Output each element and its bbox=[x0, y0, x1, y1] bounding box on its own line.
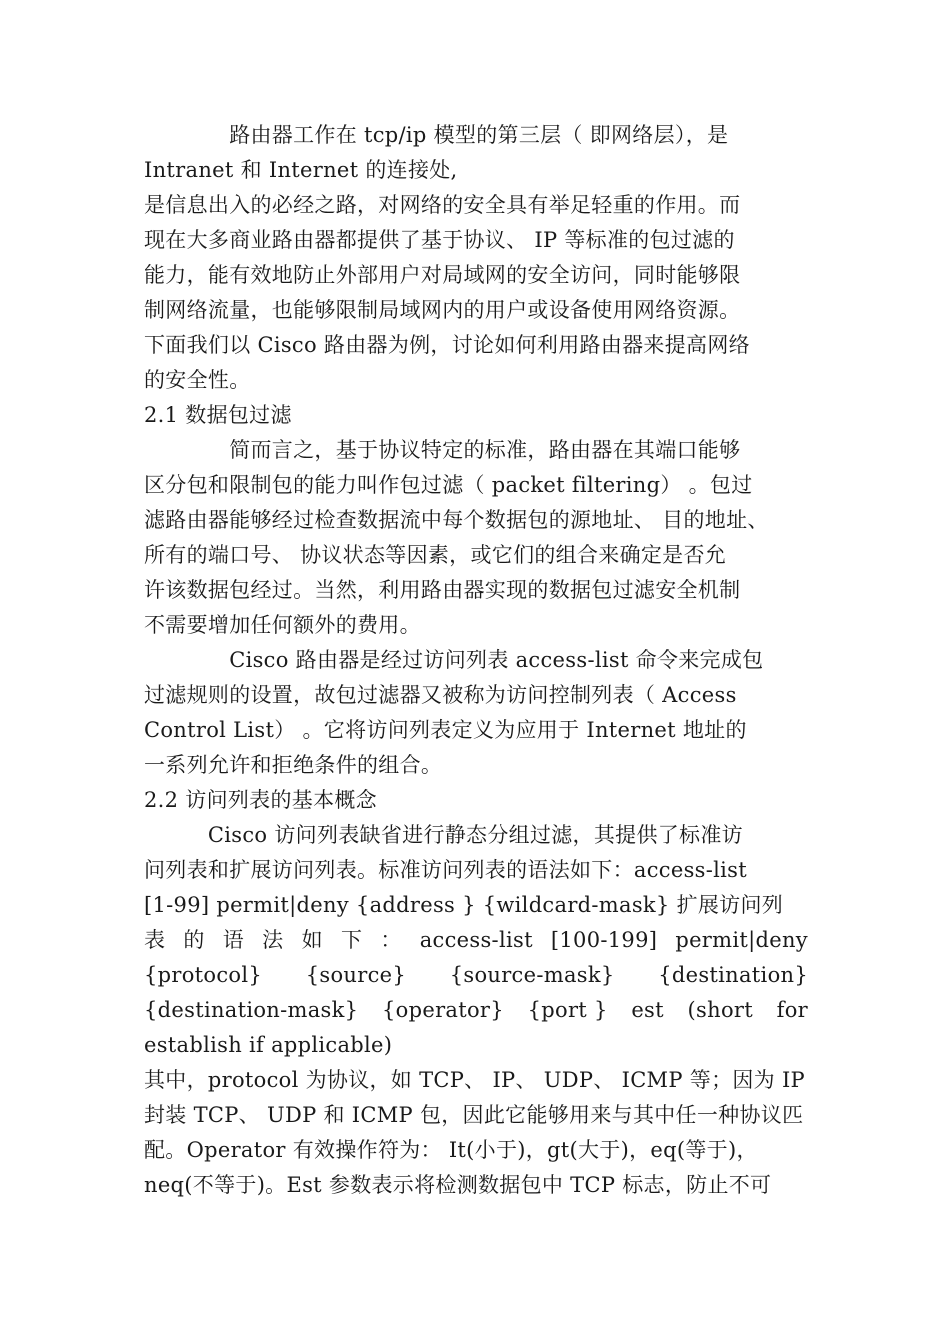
text-line: 所有的端口号、 协议状态等因素，或它们的组合来确定是否允 bbox=[144, 543, 727, 567]
justified-line bbox=[144, 923, 808, 958]
text-token: 的 bbox=[183, 928, 205, 952]
text-line: [1-99] permit|deny {address } {wildcard-mask} 扩展访问列 bbox=[144, 893, 784, 917]
text-line: 能力，能有效地防止外部用户对局域网的安全访问，同时能够限 bbox=[144, 263, 741, 287]
paragraph-intro bbox=[144, 118, 808, 398]
document-body bbox=[144, 118, 808, 1203]
text-line: 滤路由器能够经过检查数据流中每个数据包的源地址、 目的地址、 bbox=[144, 508, 769, 532]
text-line: 区分包和限制包的能力叫作包过滤（ packet filtering） 。包过 bbox=[144, 473, 753, 497]
text-line: 简而言之，基于协议特定的标准，路由器在其端口能够 bbox=[144, 438, 741, 462]
text-line: 现在大多商业路由器都提供了基于协议、 IP 等标准的包过滤的 bbox=[144, 228, 735, 252]
paragraph-packet-filtering bbox=[144, 433, 808, 643]
text-line: 制网络流量，也能够限制局域网内的用户或设备使用网络资源。 bbox=[144, 298, 741, 322]
text-line: 一系列允许和拒绝条件的组合。 bbox=[144, 753, 443, 777]
text-token: {protocol} bbox=[144, 963, 263, 987]
text-token: {source-mask} bbox=[449, 963, 615, 987]
text-line: 封装 TCP、 UDP 和 ICMP 包，因此它能够用来与其中任一种协议匹 bbox=[144, 1103, 804, 1127]
text-token: (short bbox=[687, 998, 753, 1022]
justified-line bbox=[144, 958, 808, 993]
text-token: 语 bbox=[222, 928, 245, 952]
text-token: ： bbox=[380, 928, 402, 952]
text-line: 配。Operator 有效操作符为： It(小于)，gt(大于)，eq(等于)， bbox=[144, 1138, 758, 1162]
section-heading-2-2: 2.2 访问列表的基本概念 bbox=[144, 788, 377, 812]
text-line: Intranet 和 Internet 的连接处, bbox=[144, 158, 458, 182]
justified-line bbox=[144, 993, 808, 1028]
text-line: 过滤规则的设置，故包过滤器又被称为访问控制列表（ Access bbox=[144, 683, 737, 707]
text-line: 是信息出入的必经之路，对网络的安全具有举足轻重的作用。而 bbox=[144, 193, 741, 217]
paragraph-protocol bbox=[144, 1063, 808, 1203]
text-line: Control List） 。它将访问列表定义为应用于 Internet 地址的 bbox=[144, 718, 747, 742]
text-line: 问列表和扩展访问列表。标准访问列表的语法如下：access-list bbox=[144, 858, 747, 882]
text-token: 下 bbox=[340, 928, 363, 952]
text-line: 的安全性。 bbox=[144, 368, 251, 392]
text-token: {operator} bbox=[382, 998, 504, 1022]
text-line: 下面我们以 Cisco 路由器为例，讨论如何利用路由器来提高网络 bbox=[144, 333, 750, 357]
text-line: 不需要增加任何额外的费用。 bbox=[144, 613, 421, 637]
text-line: 其中，protocol 为协议，如 TCP、 IP、 UDP、 ICMP 等；因为 IP bbox=[144, 1068, 805, 1092]
text-token: est bbox=[631, 998, 664, 1022]
text-token: for bbox=[776, 998, 808, 1022]
text-token: 法 bbox=[262, 928, 284, 952]
text-token: {port } bbox=[527, 998, 608, 1022]
text-token: {destination} bbox=[658, 963, 808, 987]
text-token: 如 bbox=[301, 928, 323, 952]
text-line: 路由器工作在 tcp/ip 模型的第三层（ 即网络层），是 bbox=[144, 123, 729, 147]
text-line: establish if applicable) bbox=[144, 1033, 393, 1057]
text-token: 表 bbox=[144, 928, 166, 952]
text-line: Cisco 路由器是经过访问列表 access-list 命令来完成包 bbox=[144, 648, 764, 672]
text-line: Cisco 访问列表缺省进行静态分组过滤，其提供了标准访 bbox=[144, 823, 743, 847]
paragraph-access-list-concepts bbox=[144, 818, 808, 1063]
text-token: {destination-mask} bbox=[144, 998, 359, 1022]
text-line: 许该数据包经过。当然，利用路由器实现的数据包过滤安全机制 bbox=[144, 578, 741, 602]
text-line: neq(不等于)。Est 参数表示将检测数据包中 TCP 标志，防止不可 bbox=[144, 1173, 772, 1197]
section-heading-2-1: 2.1 数据包过滤 bbox=[144, 403, 292, 427]
paragraph-access-list bbox=[144, 643, 808, 783]
text-token: access-list bbox=[419, 928, 533, 952]
text-token: {source} bbox=[305, 963, 407, 987]
text-token: permit|deny bbox=[675, 928, 808, 952]
text-token: [100-199] bbox=[550, 928, 658, 952]
